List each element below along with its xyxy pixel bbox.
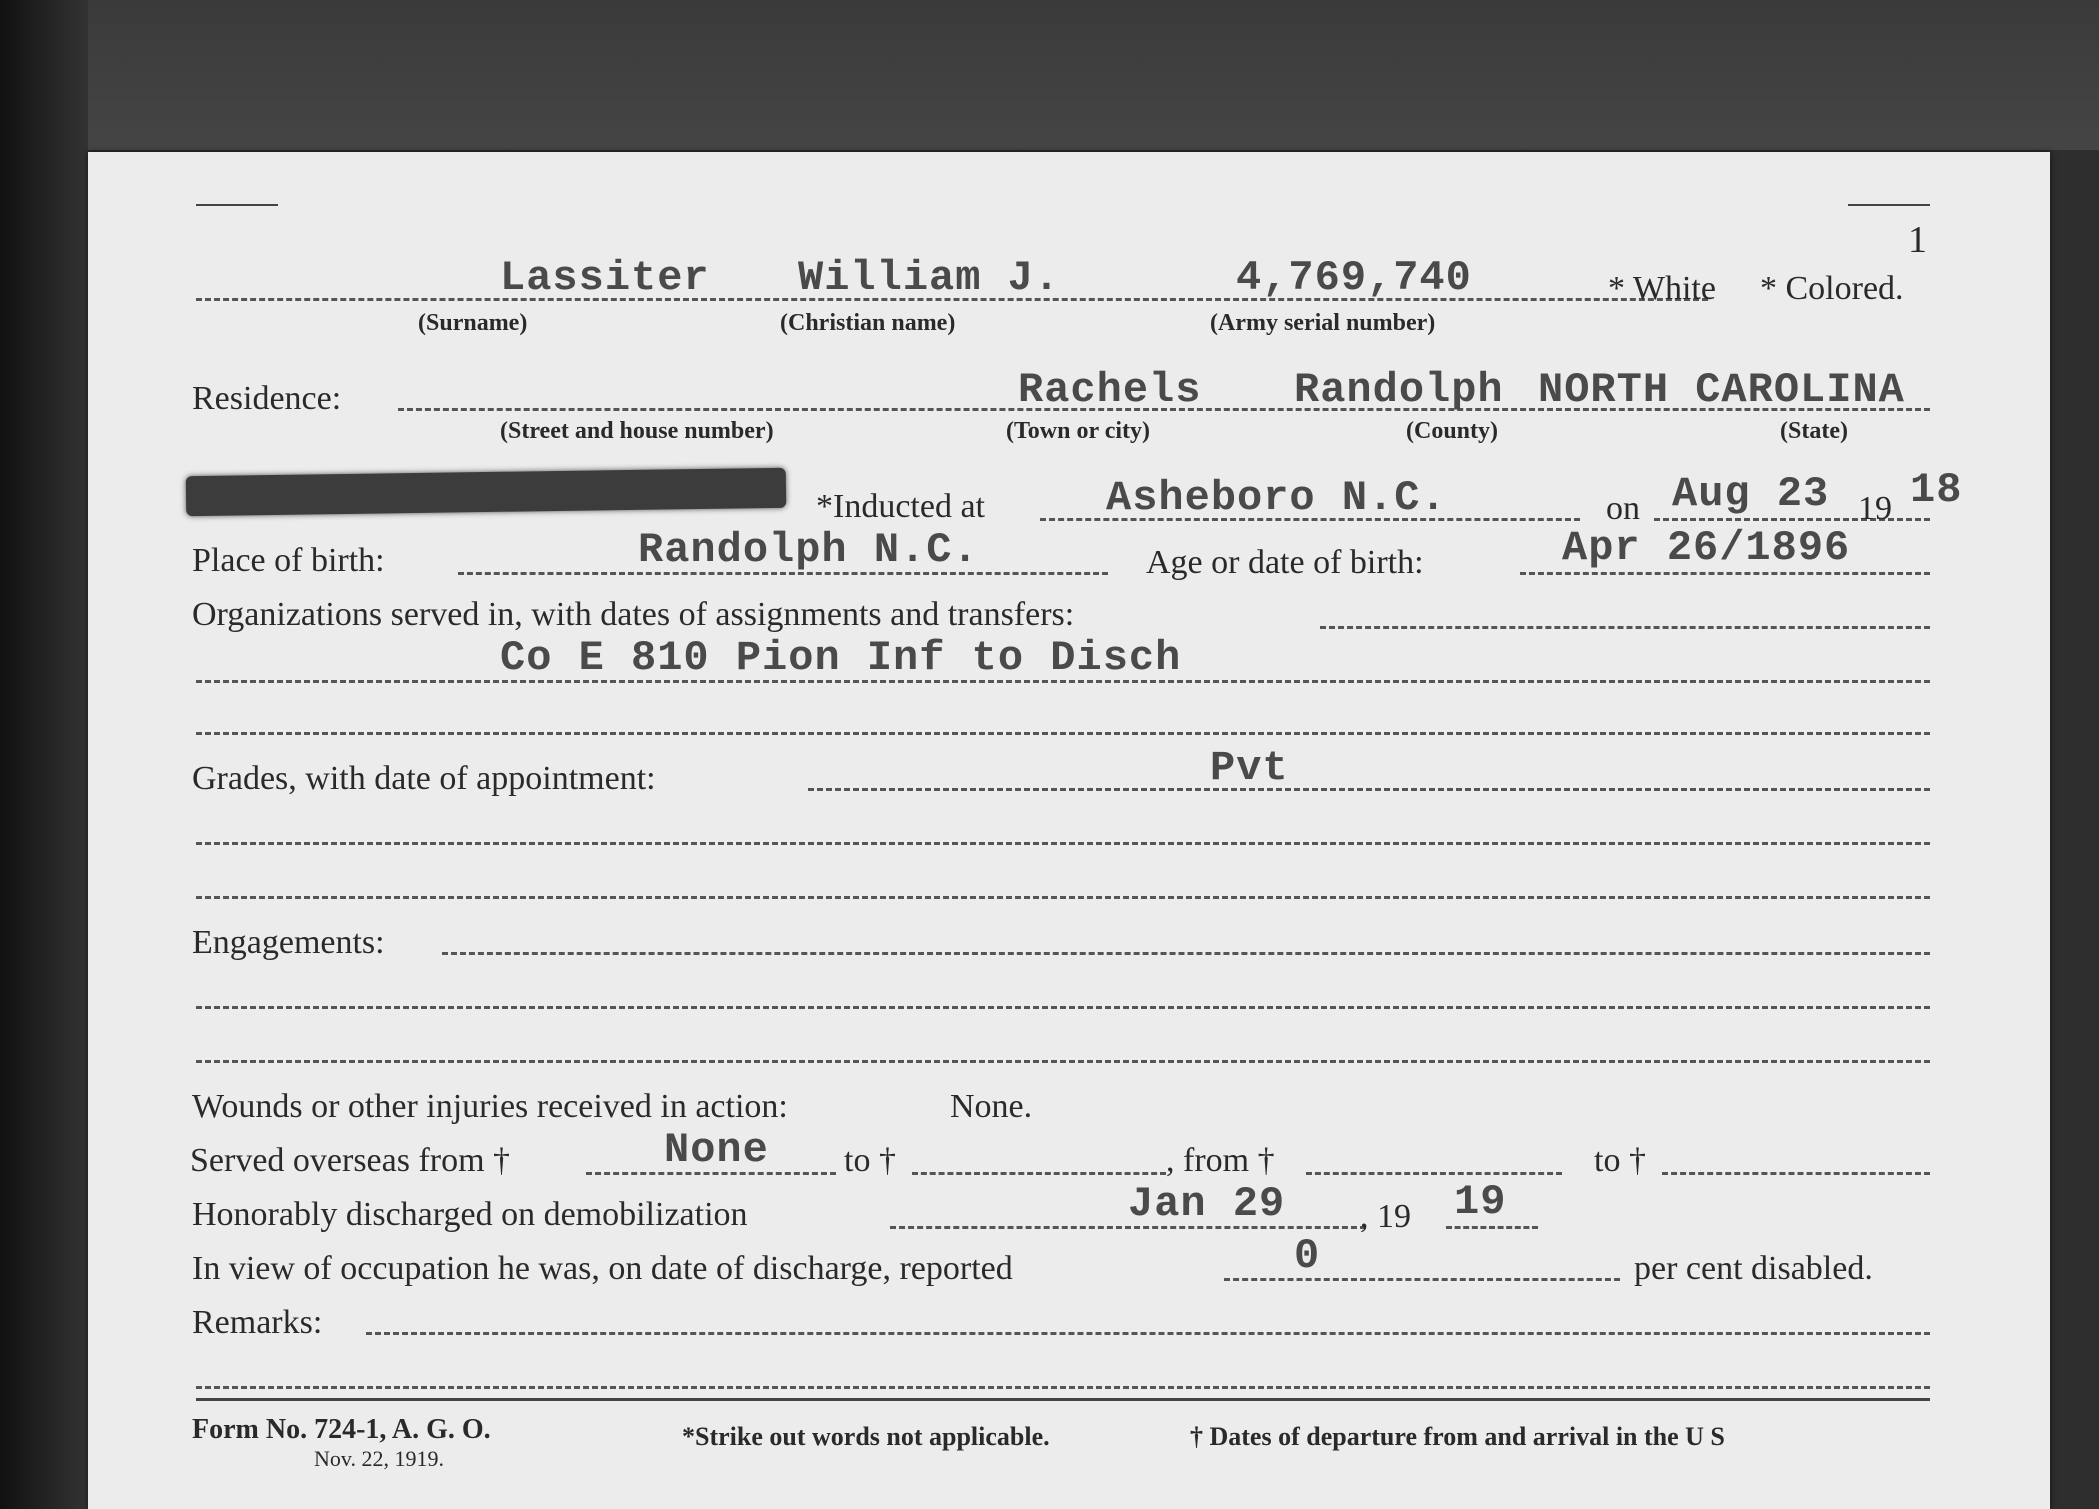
overseas-from-line-2 (1306, 1172, 1562, 1175)
engagements-line-2 (196, 1006, 1930, 1009)
discharge-year-prefix: , 19 (1360, 1198, 1411, 1235)
overseas-from-value: None (664, 1126, 769, 1174)
place-of-birth-label: Place of birth: (192, 542, 385, 579)
top-right-rule (1848, 204, 1930, 206)
overseas-to-line (912, 1172, 1166, 1175)
organizations-line-3 (196, 732, 1930, 735)
service-record-card (88, 152, 2050, 1509)
remarks-line-2 (196, 1386, 1930, 1389)
inducted-on-label: on (1606, 490, 1640, 527)
discharge-label: Honorably discharged on demobilization (192, 1196, 748, 1233)
dates-note: † Dates of departure from and arrival in the U S (1190, 1422, 1725, 1451)
remarks-line-1 (366, 1332, 1930, 1335)
discharge-year-line (1446, 1226, 1538, 1229)
inducted-at-label: *Inducted at (816, 488, 985, 525)
grades-line-3 (196, 896, 1930, 899)
residence-county: Randolph (1294, 366, 1504, 414)
organizations-line-1 (1320, 626, 1930, 629)
christian-name-caption: (Christian name) (780, 310, 956, 336)
christian-name-value: William J. (798, 254, 1061, 302)
disability-suffix: per cent disabled. (1634, 1250, 1873, 1287)
state-caption: (State) (1780, 418, 1848, 444)
inducted-year-value: 18 (1910, 466, 1963, 514)
town-caption: (Town or city) (1006, 418, 1150, 444)
wounds-value: None. (950, 1088, 1033, 1125)
inducted-date-value: Aug 23 (1672, 470, 1830, 518)
disability-line (1224, 1278, 1620, 1281)
race-white-option: * White (1608, 270, 1716, 307)
overseas-from-label-2: , from † (1166, 1142, 1275, 1179)
age-line (1520, 572, 1930, 575)
street-caption: (Street and house number) (500, 418, 774, 444)
form-date: Nov. 22, 1919. (314, 1446, 444, 1471)
county-caption: (County) (1406, 418, 1499, 444)
surname-value: Lassiter (500, 254, 710, 302)
grades-line-1 (808, 788, 1930, 791)
serial-number-value: 4,769,740 (1236, 254, 1472, 302)
grades-line-2 (196, 842, 1930, 845)
engagements-line-3 (196, 1060, 1930, 1063)
residence-label: Residence: (192, 380, 342, 417)
strike-out-note: *Strike out words not applicable. (682, 1422, 1050, 1451)
organizations-label: Organizations served in, with dates of assignments and transfers: (192, 596, 1075, 633)
engagements-label: Engagements: (192, 924, 385, 961)
place-of-birth-value: Randolph N.C. (638, 526, 979, 574)
residence-town: Rachels (1018, 366, 1202, 414)
form-number: Form No. 724-1, A. G. O. (192, 1414, 491, 1445)
disability-label: In view of occupation he was, on date of discharge, reported (192, 1250, 1013, 1287)
grades-value: Pvt (1210, 744, 1289, 792)
discharge-year-value: 19 (1454, 1178, 1507, 1226)
redaction-mark (186, 468, 787, 516)
overseas-to-label: to † (844, 1142, 896, 1179)
background-top (0, 0, 2099, 150)
wounds-label: Wounds or other injuries received in action: (192, 1088, 788, 1125)
remarks-label: Remarks: (192, 1304, 323, 1341)
surname-caption: (Surname) (418, 310, 528, 336)
overseas-from-label: Served overseas from † (190, 1142, 511, 1179)
card-number: 1 (1908, 219, 1927, 261)
name-line (196, 298, 1708, 301)
footer-rule (196, 1398, 1930, 1401)
race-colored-option: * Colored. (1760, 270, 1904, 307)
disability-value: 0 (1294, 1232, 1321, 1280)
organizations-line-2 (196, 680, 1930, 683)
age-label: Age or date of birth: (1146, 544, 1424, 581)
organizations-value: Co E 810 Pion Inf to Disch (500, 634, 1182, 682)
background-left (0, 0, 88, 1509)
discharge-date-value: Jan 29 (1128, 1180, 1286, 1228)
overseas-to-label-2: to † (1594, 1142, 1646, 1179)
grades-label: Grades, with date of appointment: (192, 760, 656, 797)
overseas-to-line-2 (1662, 1172, 1930, 1175)
engagements-line-1 (442, 952, 1930, 955)
inducted-year-prefix: 19 (1858, 490, 1892, 527)
residence-state: NORTH CAROLINA (1538, 366, 1905, 414)
top-left-rule (196, 204, 278, 206)
date-of-birth-value: Apr 26/1896 (1562, 524, 1851, 572)
inducted-at-value: Asheboro N.C. (1106, 474, 1447, 522)
serial-number-caption: (Army serial number) (1210, 310, 1436, 336)
